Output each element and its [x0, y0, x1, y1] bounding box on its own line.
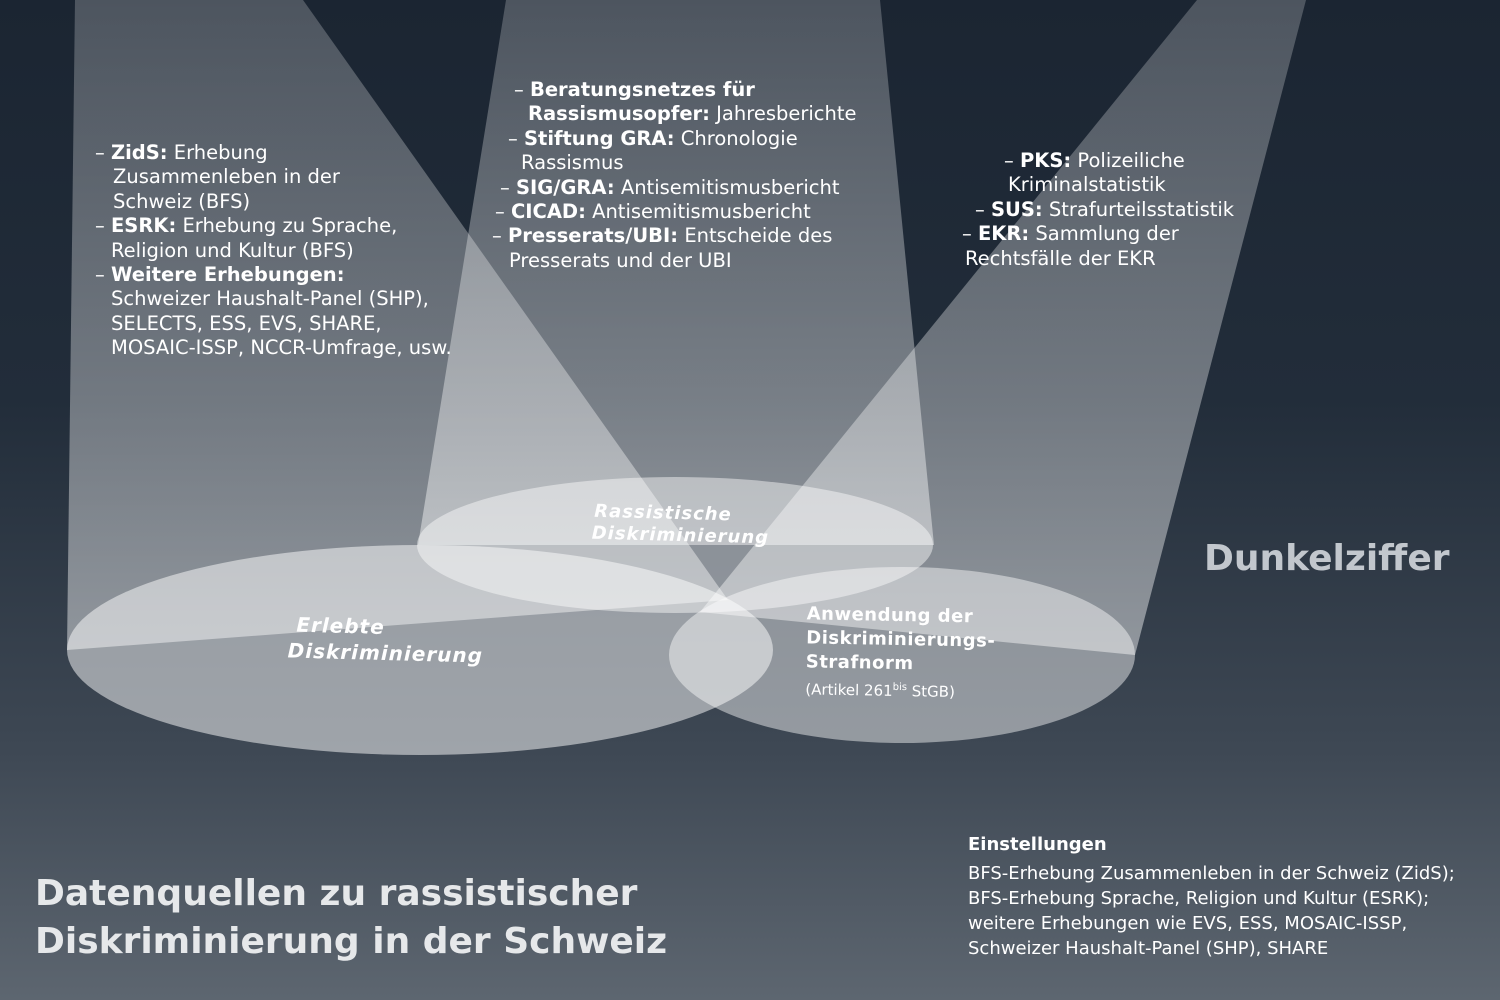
dash: – [1004, 149, 1014, 172]
source-desc: MOSAIC-ISSP, NCCR-Umfrage, usw. [111, 336, 452, 360]
label-racist-discrimination [591, 501, 769, 550]
source-desc: Jahresberichte [716, 102, 857, 126]
dash: – [975, 197, 985, 221]
source-desc: Religion und Kultur (BFS) [111, 238, 354, 262]
source-desc: Strafurteilsstatistik [1048, 197, 1235, 221]
list-item [492, 224, 857, 248]
dash: – [95, 214, 105, 238]
source-desc: Erhebung [173, 141, 268, 164]
source-desc: Sammlung der [1035, 222, 1179, 246]
article-note [805, 674, 994, 704]
dash: – [508, 126, 518, 150]
note-sup: bis [892, 681, 908, 694]
source-desc: Schweiz (BFS) [113, 189, 251, 213]
title-line: Diskriminierung in der Schweiz [35, 921, 668, 962]
list-item [95, 141, 452, 165]
dash: – [95, 263, 105, 287]
dash: – [95, 141, 105, 164]
label-line: Erlebte [296, 612, 386, 639]
settings-line: BFS-Erhebung Zusammenleben in der Schweiz (ZidS); [968, 863, 1455, 884]
source-desc: Erhebung zu Sprache, [182, 214, 398, 238]
left-source-list [95, 141, 452, 361]
source-desc: Zusammenleben in der [113, 165, 340, 189]
source-desc: Entscheide des [684, 224, 833, 248]
settings-note [968, 832, 1455, 961]
source-desc: Chronologie [680, 126, 798, 150]
dash: – [495, 200, 505, 224]
label-line: Diskriminierung [287, 638, 484, 668]
source-name: PKS: [1019, 149, 1072, 172]
source-name: SUS: [990, 197, 1043, 221]
source-desc: Schweizer Haushalt-Panel (SHP), [111, 287, 429, 311]
label-criminal-norm [805, 602, 996, 704]
source-name: Beratungsnetzes für [529, 78, 755, 101]
list-item [492, 176, 857, 200]
list-item [95, 214, 452, 238]
source-name: Stiftung GRA: [523, 126, 675, 150]
label-line: Rassistische [594, 500, 733, 526]
dash: – [514, 78, 524, 101]
source-name: CICAD: [510, 200, 586, 224]
source-name: Rassismusopfer: [528, 102, 710, 126]
list-item [95, 263, 452, 287]
dash: – [962, 222, 972, 246]
source-desc: Antisemitismusbericht [620, 175, 840, 199]
dash: – [492, 224, 502, 248]
source-desc: SELECTS, ESS, EVS, SHARE, [111, 311, 382, 335]
source-desc: Kriminalstatistik [1008, 173, 1166, 197]
list-item [492, 200, 857, 224]
source-name: SIG/GRA: [515, 175, 615, 199]
dash: – [500, 175, 510, 199]
note-text: (Artikel 261 [805, 680, 893, 700]
label-line: Diskriminierung [591, 522, 770, 549]
list-item [492, 78, 857, 102]
source-desc: Rechtsfälle der EKR [965, 246, 1156, 270]
settings-title: Einstellungen [968, 834, 1107, 855]
note-text: StGB) [906, 682, 956, 701]
right-source-list [962, 149, 1234, 271]
center-source-list [492, 78, 857, 273]
list-item [962, 198, 1234, 222]
source-desc: Presserats und der UBI [509, 248, 732, 272]
source-desc: Rassismus [521, 151, 624, 175]
settings-line: BFS-Erhebung Sprache, Religion und Kultur (ESRK); [968, 888, 1430, 909]
dunkelziffer-label: Dunkelziffer [1204, 538, 1450, 579]
source-name: Weitere Erhebungen: [110, 263, 345, 287]
settings-line: weitere Erhebungen wie EVS, ESS, MOSAIC-ISSP, [968, 913, 1408, 934]
source-desc: Antisemitismusbericht [592, 200, 811, 224]
title-line: Datenquellen zu rassistischer [35, 873, 638, 914]
source-name: Presserats/UBI: [507, 224, 679, 248]
source-name: ZidS: [110, 141, 168, 164]
list-item [962, 222, 1234, 246]
label-line: Diskriminierungs- [806, 627, 996, 652]
label-line: Strafnorm [805, 651, 914, 675]
list-item [962, 149, 1234, 173]
page-title [35, 870, 667, 966]
source-name: ESRK: [110, 214, 177, 238]
label-line: Anwendung der [806, 603, 974, 628]
source-name: EKR: [977, 222, 1030, 246]
label-experienced-discrimination [287, 611, 484, 668]
source-desc: Polizeiliche [1077, 149, 1185, 172]
settings-line: Schweizer Haushalt-Panel (SHP), SHARE [968, 938, 1329, 959]
list-item [492, 127, 857, 151]
